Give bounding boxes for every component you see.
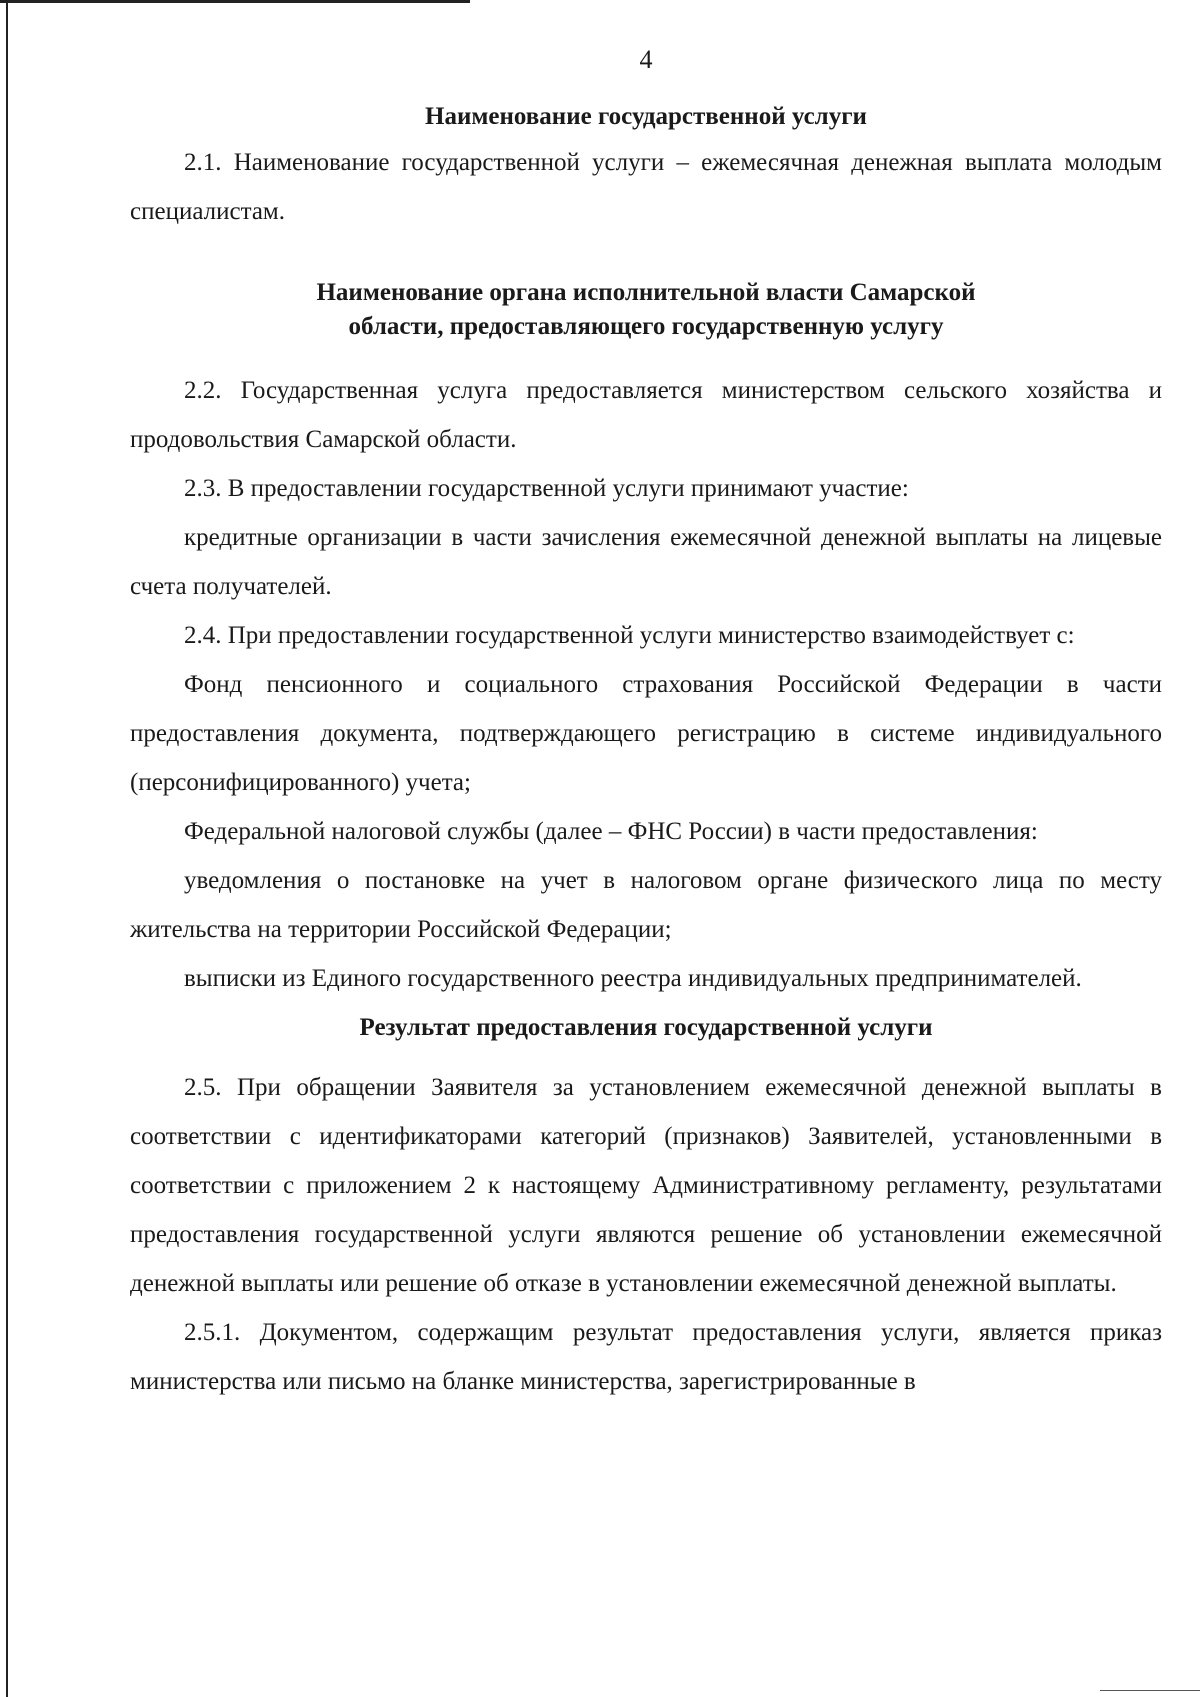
section-heading-result: Результат предоставления государственной услуги bbox=[359, 1014, 933, 1041]
scan-edge-top bbox=[0, 0, 470, 3]
paragraph-2-4-tax-service: Федеральной налоговой службы (далее – ФНС России) в части предоставления: bbox=[184, 818, 1038, 845]
paragraph-2-4-extract: выписки из Единого государственного реестра индивидуальных предпринимателей. bbox=[184, 965, 1082, 992]
paragraph-2-4-notification: уведомления о постановке на учет в налоговом органе физического лица по месту жительства на территории Российской Федерации; bbox=[130, 867, 1162, 943]
scan-edge-left bbox=[6, 0, 8, 1697]
paragraph-2-4-pension-fund: Фонд пенсионного и социального страхования Российской Федерации в части предоставления документа, подтверждающего регистрацию в системе индивидуального (персонифицированного) учета; bbox=[130, 671, 1162, 796]
paragraph-2-2: 2.2. Государственная услуга предоставляется министерством сельского хозяйства и продовольствия Самарской области. bbox=[130, 377, 1162, 453]
document-page bbox=[130, 40, 1162, 1406]
section-heading-authority bbox=[130, 276, 1162, 344]
page-number: 4 bbox=[639, 45, 653, 74]
paragraph-2-1: 2.1. Наименование государственной услуги – ежемесячная денежная выплата молодым специалистам. bbox=[130, 149, 1162, 225]
paragraph-2-3-credit: кредитные организации в части зачисления ежемесячной денежной выплаты на лицевые счета получателей. bbox=[130, 524, 1162, 600]
scan-edge-bottom bbox=[1100, 1690, 1200, 1691]
paragraph-2-5-1: 2.5.1. Документом, содержащим результат предоставления услуги, является приказ министерства или письмо на бланке министерства, зарегистрированные в bbox=[130, 1319, 1162, 1395]
heading-line-1: Наименование органа исполнительной власти Самарской bbox=[316, 279, 976, 306]
paragraph-2-4: 2.4. При предоставлении государственной услуги министерство взаимодействует с: bbox=[184, 622, 1075, 649]
paragraph-2-3: 2.3. В предоставлении государственной услуги принимают участие: bbox=[184, 475, 909, 502]
paragraph-2-5: 2.5. При обращении Заявителя за установлением ежемесячной денежной выплаты в соответствии с идентификаторами категорий (признаков) Заявителей, установленными в соответствии с приложением 2 к настоящему Административному регламенту, результатами предоставления государственной услуги являются решение об установлении ежемесячной денежной выплаты или решение об отказе в установлении ежемесячной денежной выплаты. bbox=[130, 1074, 1162, 1297]
section-heading-service-name: Наименование государственной услуги bbox=[425, 103, 867, 130]
heading-line-2: области, предоставляющего государственную услугу bbox=[348, 313, 944, 340]
